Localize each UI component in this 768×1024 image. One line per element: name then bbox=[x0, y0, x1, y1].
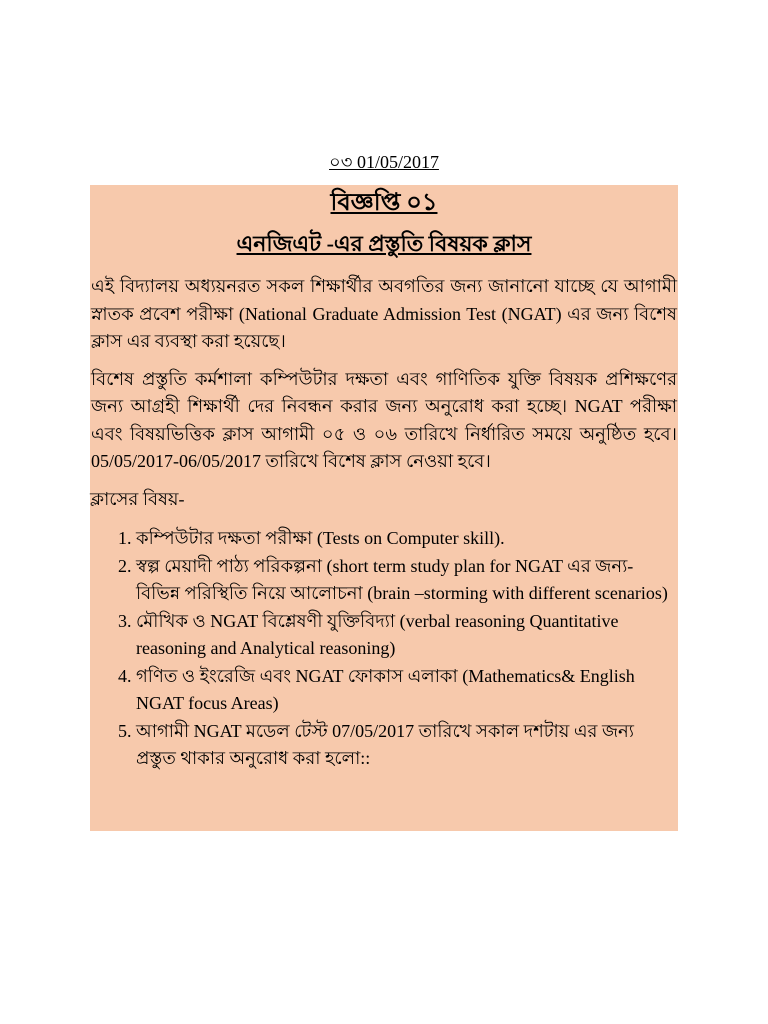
topic-item: 3. মৌখিক ও NGAT বিশ্লেষণী যুক্তিবিদ্যা (verbal reasoning Quantitative reasoning and Analytical reasoning) bbox=[136, 608, 678, 663]
notice-date: ০৩ 01/05/2017 bbox=[329, 152, 439, 172]
topic-item: 2. স্বল্প মেয়াদী পাঠ্য পরিকল্পনা (short term study plan for NGAT এর জন্য- বিভিন্ন পরিস্থিতি নিয়ে আলোচনা (brain –storming with different scenarios) bbox=[136, 553, 678, 608]
notice-box bbox=[90, 185, 678, 831]
topic-item: 5. আগামী NGAT মডেল টেস্ট 07/05/2017 তারিখে সকাল দশটায় এর জন্য প্রস্তুত থাকার অনুরোধ করা হলো:: bbox=[136, 718, 678, 773]
notice-subheading: এনজিএট -এর প্রস্তুতি বিষয়ক ক্লাস bbox=[236, 231, 532, 256]
notice-paragraph-1: এই বিদ্যালয় অধ্যয়নরত সকল শিক্ষার্থীর অবগতির জন্য জানানো যাচ্ছে যে আগামী স্নাতক প্রবেশ পরীক্ষা (National Graduate Admission Test (NGAT) এর জন্য বিশেষ ক্লাস এর ব্যবস্থা করা হয়েছে। bbox=[91, 276, 677, 351]
topics-label: ক্লাসের বিষয়- bbox=[90, 488, 185, 509]
notice-heading: বিজ্ঞপ্তি ০১ bbox=[330, 190, 438, 216]
topic-item: 1. কম্পিউটার দক্ষতা পরীক্ষা (Tests on Computer skill). bbox=[136, 525, 678, 553]
topic-list bbox=[90, 525, 678, 773]
notice-paragraph-2: বিশেষ প্রস্তুতি কর্মশালা কম্পিউটার দক্ষতা এবং গাণিতিক যুক্তি বিষয়ক প্রশিক্ষণের জন্য আগ্রহী শিক্ষার্থী দের নিবন্ধন করার জন্য অনুরোধ করা হচ্ছে। NGAT পরীক্ষা এবং বিষয়ভিত্তিক ক্লাস আগামী ০৫ ও ০৬ তারিখে নির্ধারিত সময়ে অনুষ্ঠিত হবে। 05/05/2017-06/05/2017 তারিখে বিশেষ ক্লাস নেওয়া হবে। bbox=[91, 368, 677, 471]
topic-item: 4. গণিত ও ইংরেজি এবং NGAT ফোকাস এলাকা (Mathematics& English NGAT focus Areas) bbox=[136, 663, 678, 718]
